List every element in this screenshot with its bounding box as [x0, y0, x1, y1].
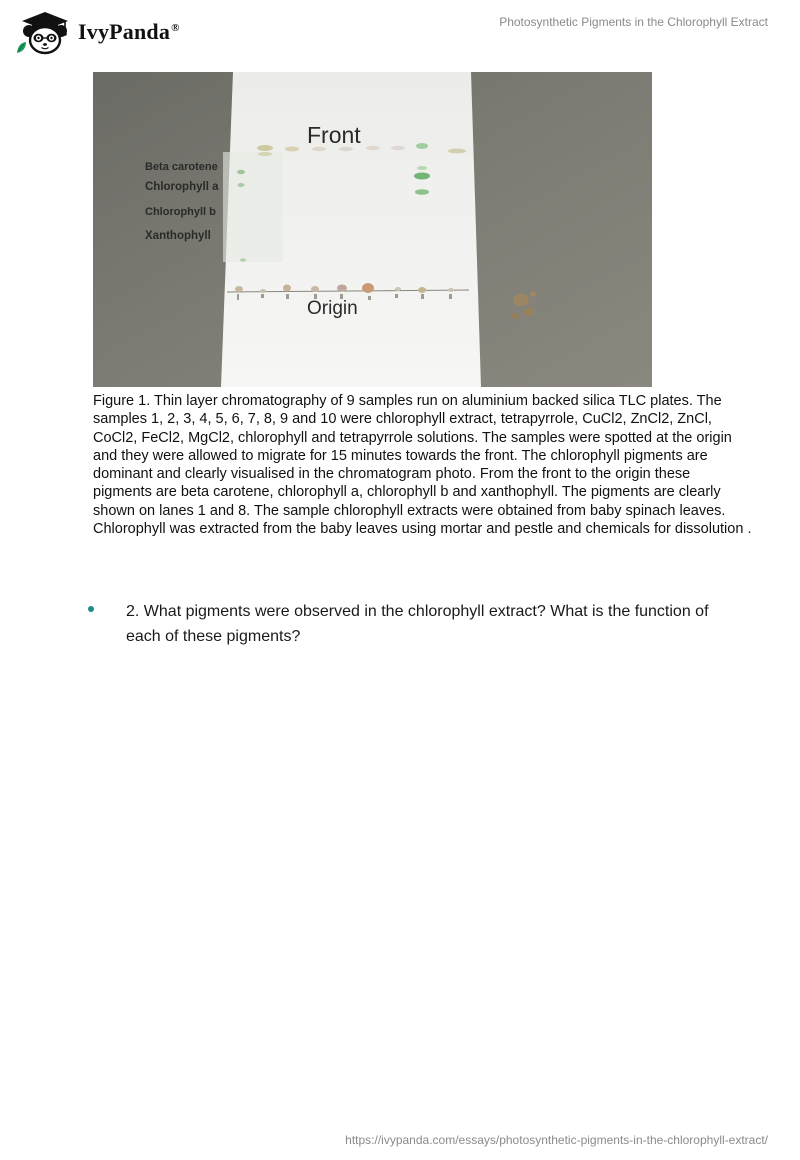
- figure-caption: [93, 392, 753, 538]
- bullet-dot-icon: [88, 606, 94, 612]
- footer-source-link[interactable]: https://ivypanda.com/essays/photosynthetic-pigments-in-the-chlorophyll-extract/: [345, 1133, 768, 1147]
- label-front: Front: [307, 122, 361, 148]
- brand-name: IvyPanda®: [78, 19, 180, 44]
- caption-text: Figure 1. Thin layer chromatography of 9 samples run on aluminium backed silica TLC plates. The samples 1, 2, 3, 4, 5, 6, 7, 8, 9 and 10 were chlorophyll extract, tetrapyrrole, CuCl2, ZnCl2, ZnCl, CoCl2, FeCl2, MgCl2, chlorophyll and tetrapyrrole solutions. The samples were spotted at the origin and they were allowed to migrate for 15 minutes towards the front. The chlorophyll pigments are dominant and clearly visualised in the chromatogram photo. From the front to the origin these pigments are beta carotene, chlorophyll a, chlorophyll b and xanthophyll. The pigments are clearly shown on lanes 1 and 8. The sample chlorophyll extracts were obtained from baby spinach leaves. Chlorophyll was extracted from the baby leaves using mortar and pestle and chemicals for dissolution .: [93, 393, 752, 538]
- label-chlorophyll-b: Chlorophyll b: [145, 206, 216, 218]
- panda-mascot-icon: [14, 9, 76, 55]
- question-text: 2. What pigments were observed in the chlorophyll extract? What is the function of each of these pigments?: [126, 603, 709, 645]
- ivypanda-logo[interactable]: [14, 9, 234, 55]
- page-header: [0, 0, 800, 60]
- tlc-chromatogram-photo: [93, 72, 652, 387]
- document-title: Photosynthetic Pigments in the Chlorophyll Extract: [499, 15, 768, 29]
- label-beta-carotene: Beta carotene: [145, 161, 218, 173]
- label-origin: Origin: [307, 298, 358, 319]
- label-xanthophyll: Xanthophyll: [145, 230, 211, 242]
- label-chlorophyll-a: Chlorophyll a: [145, 181, 219, 193]
